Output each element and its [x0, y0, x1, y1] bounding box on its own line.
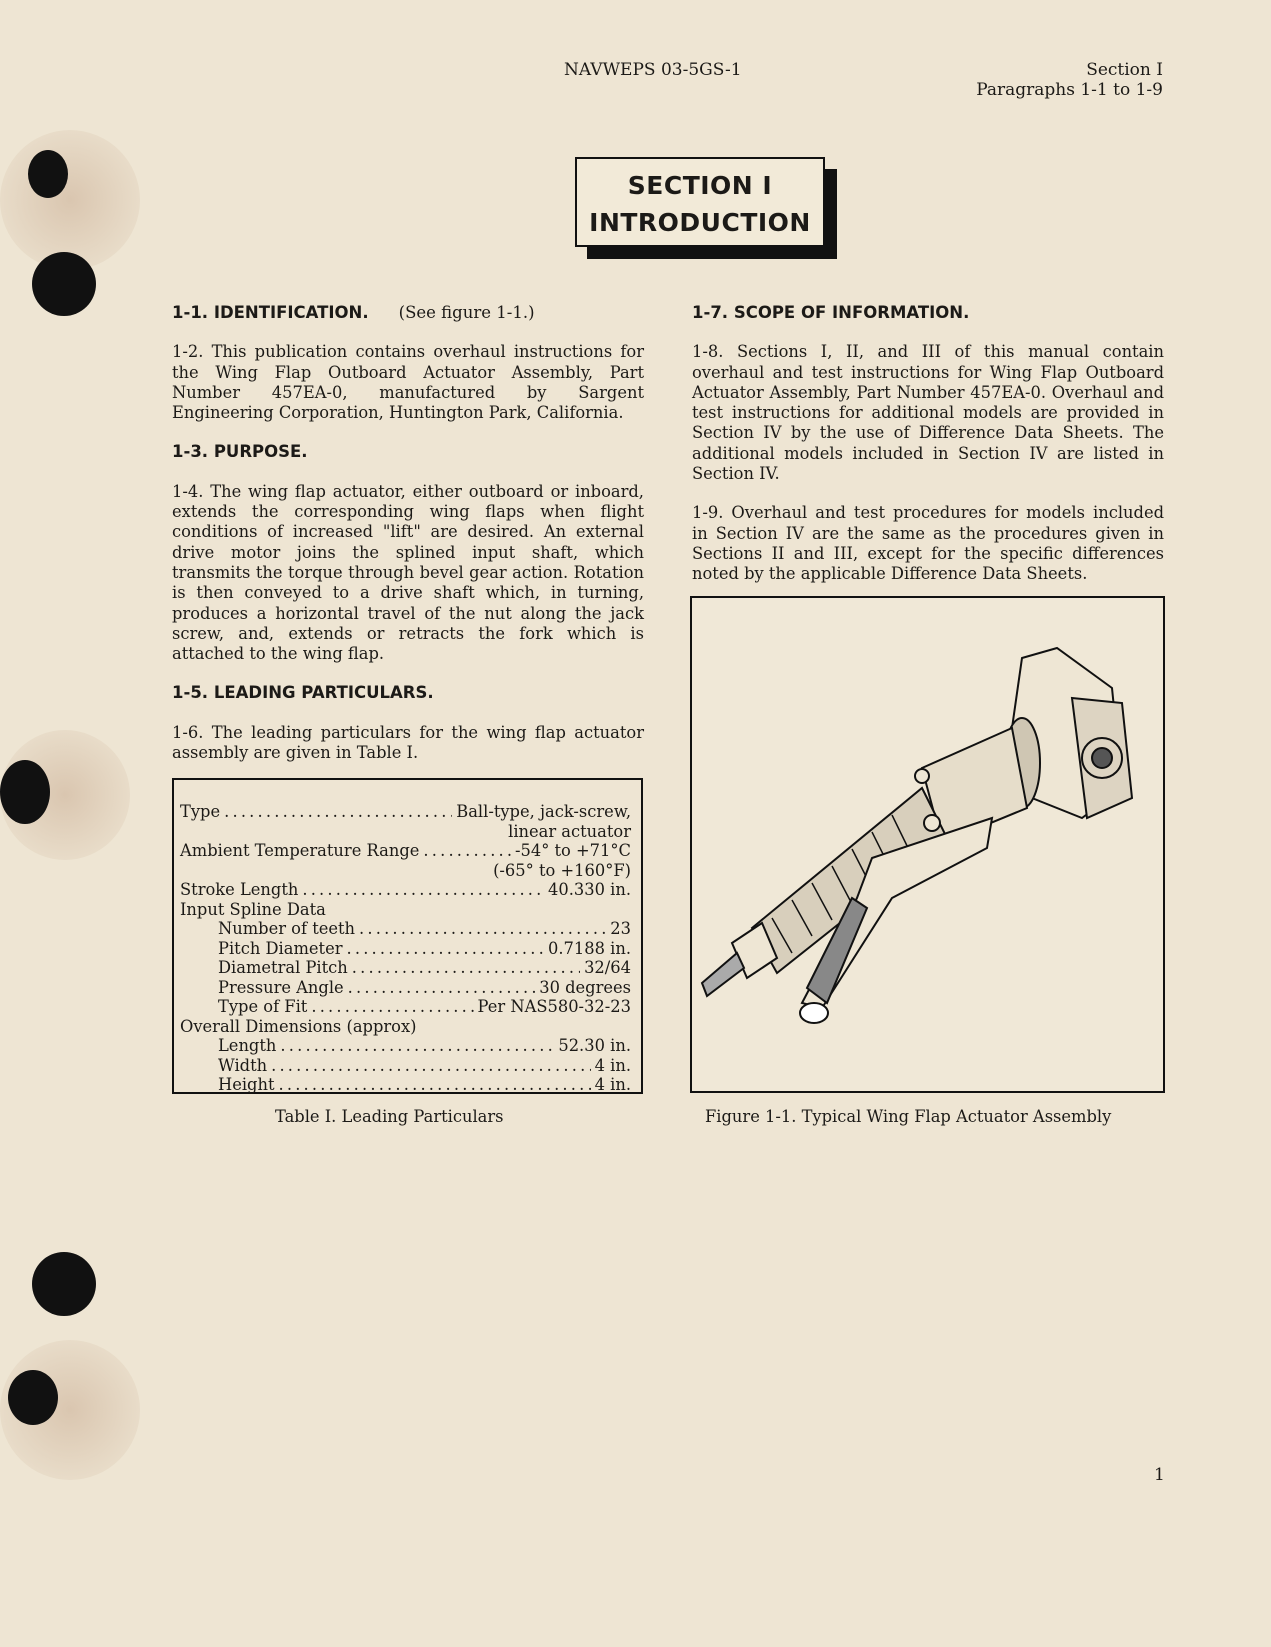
- heading-purpose: 1-3. PURPOSE.: [172, 442, 308, 462]
- binder-hole: [8, 1370, 58, 1425]
- row-value: Per NAS580-32-23: [477, 997, 631, 1016]
- table-row: [180, 1036, 631, 1056]
- table-row: [180, 802, 631, 822]
- leading-particulars-table: [172, 778, 643, 1094]
- row-label: Input Spline Data: [180, 899, 326, 919]
- section-number: SECTION I: [627, 171, 773, 200]
- header-section: [976, 60, 1163, 100]
- paragraph-1-8: 1-8. Sections I, II, and III of this manual contain overhaul and test instructions for Wing Flap Outboard Actuator Assembly, Part Number 457EA-0. Overhaul and test instructions for additional models are provided in Section IV by the use of Difference Data Sheets. The additional models included in Section IV are listed in Section IV.: [692, 342, 1164, 484]
- table-caption: Table I. Leading Particulars: [275, 1107, 504, 1126]
- binder-hole: [0, 760, 50, 824]
- row-value: 30 degrees: [539, 977, 631, 997]
- row-value: 4 in.: [594, 1075, 631, 1094]
- section-title-box: [575, 157, 825, 247]
- figure-reference: (See figure 1-1.): [398, 303, 535, 322]
- binder-hole: [32, 252, 96, 316]
- row-label: Pressure Angle: [218, 977, 344, 997]
- dot-leader: [311, 997, 473, 1017]
- paragraph-1-9: 1-9. Overhaul and test procedures for models included in Section IV are the same as the procedures given in Sections II and III, except for the specific differences noted by the applicable Difference Data Sheets.: [692, 503, 1164, 584]
- dot-leader: [359, 919, 606, 939]
- table-row: [180, 1017, 631, 1037]
- row-value: 4 in.: [594, 1055, 631, 1075]
- doc-id: NAVWEPS 03-5GS-1: [564, 60, 742, 80]
- row-value-continued: linear actuator: [508, 821, 631, 841]
- right-column: [692, 303, 1164, 604]
- row-value: 23: [610, 919, 631, 938]
- left-column: [172, 303, 644, 782]
- table-row: [180, 939, 631, 959]
- paragraph-1-6: 1-6. The leading particulars for the wing flap actuator assembly are given in Table I.: [172, 722, 644, 763]
- row-value-continued: (-65° to +160°F): [493, 860, 631, 880]
- row-value: 40.330 in.: [547, 880, 631, 899]
- row-label: Length: [218, 1036, 277, 1055]
- row-label: Diametral Pitch: [218, 958, 348, 977]
- page-number: 1: [1154, 1465, 1165, 1485]
- row-label: Ambient Temperature Range: [180, 841, 420, 860]
- header-section-label: Section I: [1086, 60, 1163, 80]
- row-value: Ball-type, jack-screw,: [456, 802, 631, 821]
- row-label: Width: [218, 1055, 268, 1075]
- table-row: [180, 958, 631, 978]
- table-row: [180, 841, 631, 861]
- table-row: [180, 1056, 631, 1076]
- row-value: -54° to +71°C: [514, 841, 631, 860]
- dot-leader: [347, 939, 544, 959]
- binder-hole: [28, 150, 68, 198]
- dot-leader: [352, 958, 580, 978]
- table-row: [180, 1075, 631, 1095]
- table-row: [180, 978, 631, 998]
- row-label: Type: [180, 802, 221, 821]
- row-label: Number of teeth: [218, 919, 356, 938]
- heading-scope: 1-7. SCOPE OF INFORMATION.: [692, 303, 970, 322]
- paragraph-1-2: 1-2. This publication contains overhaul instructions for the Wing Flap Outboard Actuator Assembly, Part Number 457EA-0, manufactured by Sargent Engineering Corporation, Huntington Park, California.: [172, 342, 644, 423]
- row-value: 52.30 in.: [558, 1036, 631, 1055]
- dot-leader: [348, 978, 536, 998]
- binder-hole: [32, 1252, 96, 1316]
- row-label: Stroke Length: [180, 880, 299, 899]
- row-label: Type of Fit: [218, 997, 308, 1016]
- figure-actuator: [690, 596, 1165, 1093]
- dot-leader: [423, 841, 511, 861]
- table-row: [180, 880, 631, 900]
- row-label: Pitch Diameter: [218, 938, 343, 958]
- dot-leader: [271, 1056, 590, 1076]
- row-value: 32/64: [584, 958, 631, 977]
- heading-leading-particulars: 1-5. LEADING PARTICULARS.: [172, 683, 434, 703]
- dot-leader: [279, 1075, 591, 1095]
- heading-text: 1-1. IDENTIFICATION.: [172, 303, 369, 322]
- dot-leader: [302, 880, 544, 900]
- row-value: 0.7188 in.: [547, 938, 631, 958]
- dot-leader: [224, 802, 452, 822]
- row-label: Overall Dimensions (approx): [180, 1016, 417, 1036]
- table-row: [180, 900, 631, 920]
- section-title: INTRODUCTION: [589, 208, 811, 237]
- table-row: [180, 919, 631, 939]
- table-row: [180, 997, 631, 1017]
- heading-identification: [172, 303, 644, 323]
- actuator-illustration: [692, 598, 1163, 1091]
- figure-caption: Figure 1-1. Typical Wing Flap Actuator Assembly: [705, 1107, 1112, 1126]
- header-paragraphs: Paragraphs 1-1 to 1-9: [976, 80, 1163, 100]
- row-label: Height: [218, 1075, 275, 1094]
- dot-leader: [280, 1036, 554, 1056]
- paragraph-1-4: 1-4. The wing flap actuator, either outboard or inboard, extends the corresponding wing flaps when flight conditions of increased "lift" are desired. An external drive motor joins the splined input shaft, which transmits the torque through bevel gear action. Rotation is then conveyed to a drive shaft which, in turning, produces a horizontal travel of the nut along the jack screw, and, extends or retracts the fork which is attached to the wing flap.: [172, 481, 644, 664]
